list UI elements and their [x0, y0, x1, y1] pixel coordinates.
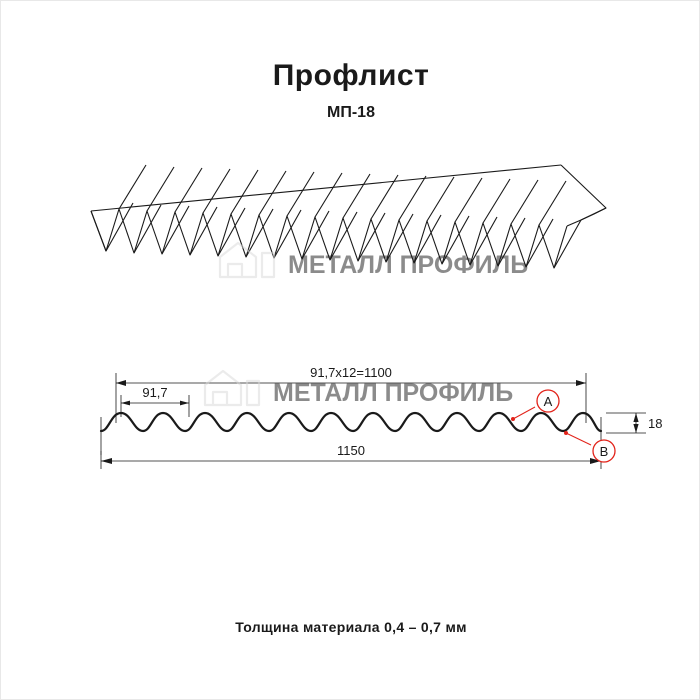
callout-a-label: A [543, 394, 553, 409]
dimension-overall-width: 1150 [337, 443, 365, 458]
watermark-text: МЕТАЛЛ ПРОФИЛЬ [273, 379, 514, 407]
profile-model-label: МП-18 [327, 104, 375, 121]
dimension-pitch-single: 91,7 [142, 385, 168, 400]
dimension-height: 18 [648, 416, 663, 431]
page-title: Профлист [272, 59, 430, 92]
material-thickness-note: Толщина материала 0,4 – 0,7 мм [235, 619, 467, 635]
technical-drawing [61, 351, 661, 491]
dimension-pitch-total: 91,7х12=1100 [310, 365, 392, 380]
isometric-sheet-illustration [61, 141, 641, 311]
watermark-text: МЕТАЛЛ ПРОФИЛЬ [288, 251, 529, 279]
callout-b-label: B [599, 444, 609, 459]
